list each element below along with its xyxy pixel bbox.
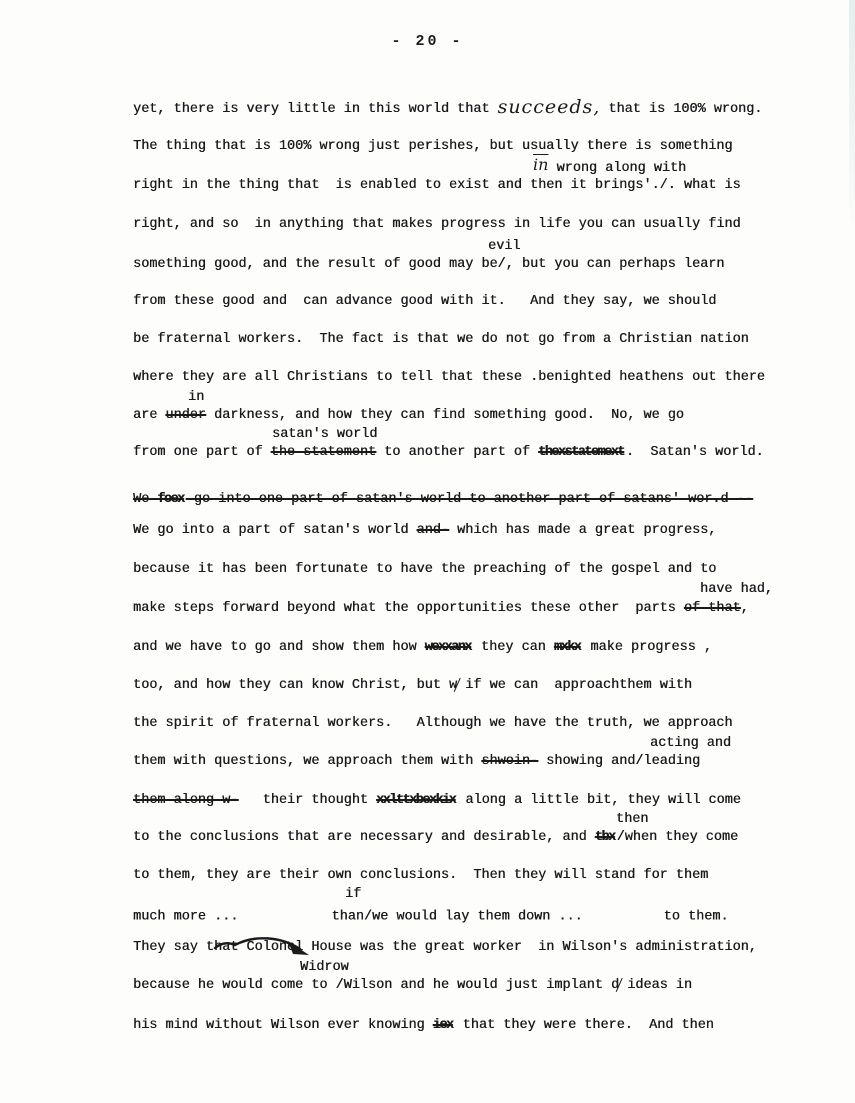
text-segment: tbx: [594, 830, 615, 845]
text-segment: their thought: [238, 793, 377, 808]
page-number: - 20 -: [391, 33, 464, 50]
text-segment: which has made a great progress,: [448, 523, 717, 538]
text-segment: and we have to go and show them how: [133, 640, 425, 655]
text-segment: wexxanx: [424, 640, 471, 655]
text-segment: something good, and the result of good may be/, but you can perhaps learn: [133, 257, 725, 272]
text-segment: thexstatemext: [538, 445, 624, 460]
text-line: [133, 867, 708, 884]
text-line: [133, 715, 733, 732]
text-segment: to them, they are their own conclusions. Then they will stand for them: [133, 868, 709, 883]
text-segment: that is 100% wrong.: [600, 102, 763, 117]
text-segment: w: [448, 678, 458, 693]
text-segment: We go into a part of satan's world: [133, 523, 417, 538]
text-segment: from one part of: [133, 445, 271, 460]
text-line: [133, 903, 729, 929]
text-segment: mxkx: [553, 640, 581, 655]
text-line: [133, 216, 741, 233]
text-line: [133, 1017, 714, 1034]
text-segment: have had,: [700, 582, 773, 597]
text-segment: than/we would lay them down ... to them.: [323, 909, 729, 925]
text-segment: that they were there. And then: [454, 1018, 714, 1033]
text-segment: if: [345, 887, 362, 902]
interline-insertion: [300, 959, 349, 976]
text-segment: ideas in: [619, 978, 693, 993]
text-line: [133, 177, 741, 194]
text-segment: to the conclusions that are necessary and desirable, and: [133, 830, 595, 845]
text-segment: them with questions, we approach them with: [133, 754, 482, 769]
text-line: [133, 792, 741, 809]
text-segment: They say that Colonel House was the great worker in Wilson's administration,: [133, 940, 757, 955]
text-segment: under: [165, 408, 206, 423]
text-segment: acting and: [650, 736, 732, 751]
text-segment: his mind without Wilson ever knowing: [133, 1018, 433, 1033]
text-line: [133, 293, 716, 310]
interline-insertion: [188, 389, 204, 406]
text-segment: succeeds,: [497, 96, 601, 118]
text-segment: the spirit of fraternal workers. Although we have the truth, we approach: [133, 716, 733, 731]
text-segment: . Satan's world.: [625, 445, 764, 460]
text-segment: then: [616, 812, 649, 827]
text-line: [133, 522, 716, 539]
text-segment: shwoin-: [481, 754, 539, 769]
text-segment: be fraternal workers. The fact is that we do not go from a Christian nation: [133, 332, 749, 347]
interline-insertion: [345, 886, 361, 903]
text-segment: foex: [157, 492, 184, 507]
text-segment: the statement: [270, 445, 377, 460]
text-segment: along a little bit, they will come: [457, 793, 741, 808]
text-segment: evil: [488, 239, 521, 254]
text-segment: from these good and can advance good with it. And they say, we should: [133, 294, 717, 309]
interline-insertion: [272, 426, 377, 443]
text-line: [133, 407, 684, 424]
text-segment: Widrow: [300, 960, 349, 975]
text-segment: wrong along with: [548, 161, 687, 176]
text-segment: right, and so in anything that makes progress in life you can usually find: [133, 217, 741, 232]
text-segment: because he would come to /Wilson and he would just implant: [133, 978, 611, 993]
text-line: [133, 444, 764, 461]
text-line: [133, 369, 765, 386]
text-line: [133, 98, 762, 118]
text-segment: yet, there is very little in this world that: [133, 102, 498, 117]
text-segment: We: [133, 492, 158, 507]
curved-arrow-right-icon: [212, 900, 317, 926]
text-segment: go into one part of satan's world to another part of satans' wor.d --: [185, 492, 753, 507]
text-segment: in: [188, 390, 205, 405]
interline-insertion: [488, 238, 520, 255]
text-line: [133, 138, 733, 155]
text-segment: if we can approachthem with: [457, 678, 693, 693]
text-segment: because it has been fortunate to have the preaching of the gospel and to: [133, 562, 717, 577]
text-segment: to another part of: [376, 445, 539, 460]
text-segment: them along w-: [133, 793, 239, 808]
text-segment: xxlttxbexkix: [376, 793, 456, 808]
text-segment: and-: [416, 523, 449, 538]
text-line: [133, 977, 692, 994]
text-segment: are: [133, 408, 166, 423]
text-segment: ,: [740, 601, 749, 616]
text-segment: right in the thing that is enabled to exist and then it brings'./. what is: [133, 178, 741, 193]
text-segment: The thing that is 100% wrong just perishes, but usually there is something: [133, 139, 733, 154]
text-line: [133, 939, 757, 956]
interline-insertion: [700, 581, 773, 598]
text-segment: where they are all Christians to tell that these .benighted heathens out there: [133, 370, 765, 385]
text-segment: make progress ,: [582, 640, 712, 655]
interline-insertion: [616, 811, 648, 828]
text-line: [133, 256, 724, 273]
text-segment: showing and/leading: [538, 754, 701, 769]
text-segment: d: [610, 978, 620, 993]
text-segment: make steps forward beyond what the opportunities these other parts: [133, 601, 684, 616]
text-segment: iex: [432, 1018, 453, 1033]
interline-insertion: [650, 735, 731, 752]
text-line: [133, 561, 716, 578]
text-segment: $\overline{in}$: [533, 155, 549, 174]
text-segment: too, and how they can know Christ, but: [133, 678, 449, 693]
text-segment: much more ...: [133, 909, 247, 925]
text-segment: /when they come: [616, 830, 739, 845]
text-segment: darkness, and how they can find something good. No, we go: [205, 408, 684, 423]
text-line: [133, 600, 749, 617]
text-segment: they can: [472, 640, 554, 655]
text-segment: of that: [683, 601, 741, 616]
text-line: [133, 491, 753, 508]
text-segment: satan's world: [272, 427, 378, 442]
interline-insertion: [533, 157, 686, 177]
text-line: [133, 331, 749, 348]
text-line: [133, 639, 712, 656]
text-line: [133, 677, 692, 694]
text-line: [133, 753, 700, 770]
text-line: [133, 829, 738, 846]
